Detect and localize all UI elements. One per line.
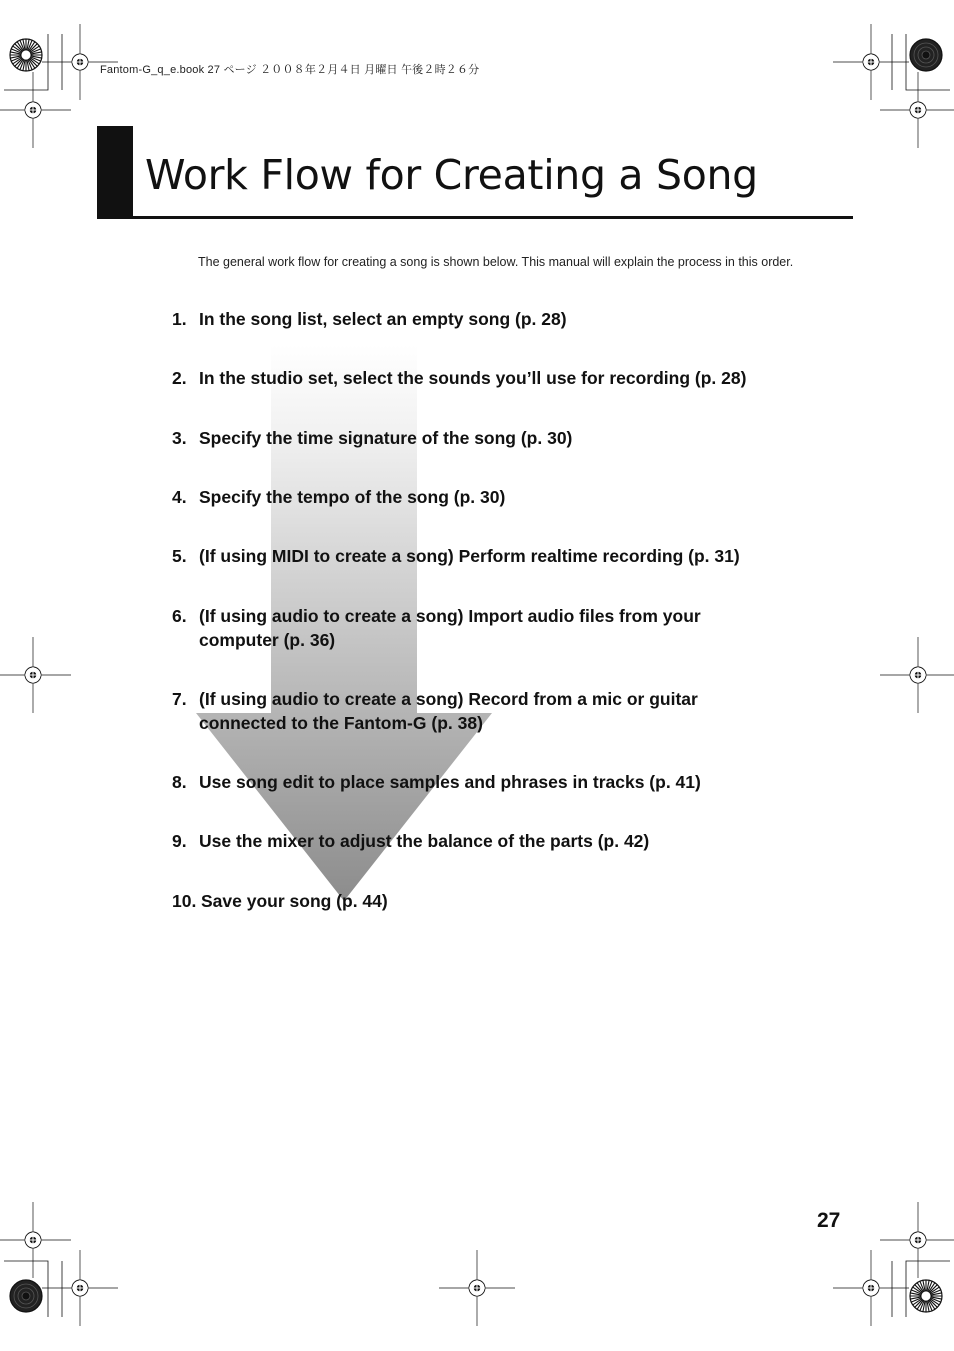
step-number: 6. [172,606,187,626]
step-item [172,604,772,652]
step-number: 7. [172,689,187,709]
step-number: 10. [172,891,197,911]
step-text: In the studio set, select the sounds you’ll use for recording (p. 28) [199,368,747,388]
registration-mark-icon [880,637,954,713]
step-item [172,485,812,509]
color-wheel-icon [910,39,942,71]
title-underline [97,216,853,219]
color-wheel-icon [10,39,42,71]
step-text: Save your song (p. 44) [201,891,388,911]
step-item [172,829,812,853]
step-item [172,307,812,331]
registration-mark-icon [0,72,71,148]
registration-mark-icon [42,24,118,100]
step-number: 1. [172,309,187,329]
intro-text: The general work flow for creating a song is shown below. This manual will explain the process in this order. [198,255,794,269]
step-number: 8. [172,772,187,792]
step-number: 3. [172,428,187,448]
step-number: 9. [172,831,187,851]
registration-mark-icon [42,1250,118,1326]
step-text: (If using audio to create a song) Record from a mic or guitar connected to the Fantom-G (p. 38) [199,689,698,733]
color-wheel-icon [910,1280,942,1312]
step-item [172,426,812,450]
color-wheel-icon [10,1280,42,1312]
print-header-info: Fantom-G_q_e.book 27 ページ ２００８年２月４日 月曜日 午後２時２６分 [100,64,480,76]
step-item [172,544,832,568]
step-item [172,889,812,913]
page-number: 27 [817,1209,841,1232]
registration-mark-icon [880,1202,954,1278]
registration-mark-icon [880,72,954,148]
registration-mark-icon [0,1202,71,1278]
step-text: (If using MIDI to create a song) Perform realtime recording (p. 31) [199,546,740,566]
step-number: 4. [172,487,187,507]
step-number: 2. [172,368,187,388]
registration-mark-icon [0,637,71,713]
registration-mark-icon [833,1250,909,1326]
registration-mark-icon [833,24,909,100]
step-item [172,770,812,794]
step-text: Specify the time signature of the song (p. 30) [199,428,573,448]
step-text: (If using audio to create a song) Import audio files from your computer (p. 36) [199,606,701,650]
step-text: Specify the tempo of the song (p. 30) [199,487,506,507]
step-text: In the song list, select an empty song (p. 28) [199,309,567,329]
step-item [172,366,812,390]
step-text: Use the mixer to adjust the balance of the parts (p. 42) [199,831,650,851]
title-accent-bar [97,126,133,219]
page-title: Work Flow for Creating a Song [145,151,758,199]
step-text: Use song edit to place samples and phrases in tracks (p. 41) [199,772,701,792]
step-number: 5. [172,546,187,566]
step-item [172,687,772,735]
registration-mark-icon [439,1250,515,1326]
